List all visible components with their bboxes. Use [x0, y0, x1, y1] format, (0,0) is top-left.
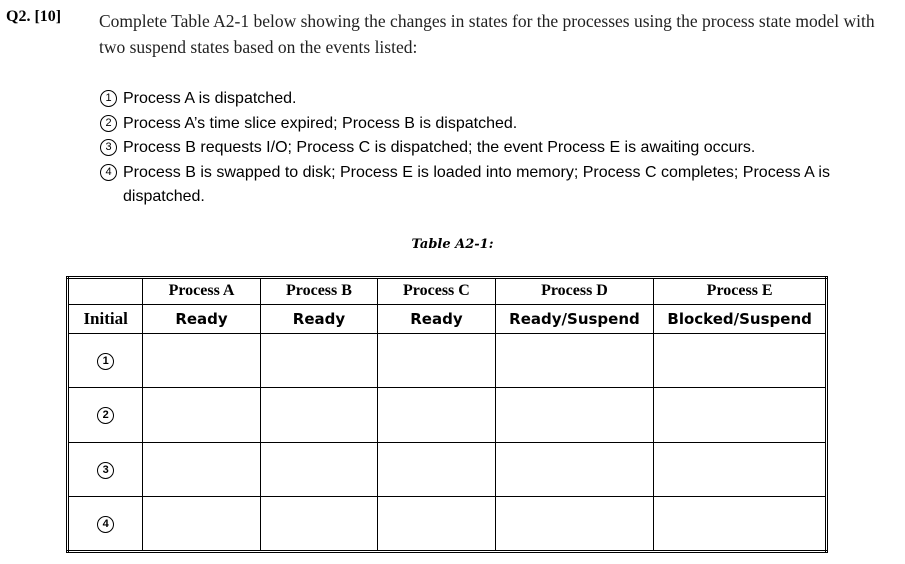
answer-cell[interactable]: [260, 334, 377, 388]
answer-cell[interactable]: [378, 496, 495, 551]
row-label-initial: Initial: [68, 304, 143, 334]
event-number-badge: 4: [100, 164, 117, 181]
step-label-cell: [68, 442, 143, 496]
header-cell-process-a: Process A: [143, 278, 260, 305]
initial-state-process-c: Ready: [378, 304, 495, 334]
event-number-badge: 3: [100, 139, 117, 156]
answer-cell[interactable]: [495, 442, 654, 496]
event-text: Process B requests I/O; Process C is dispatched; the event Process E is awaiting occurs.: [123, 139, 756, 157]
header-cell-process-b: Process B: [260, 278, 377, 305]
header-cell-process-c: Process C: [378, 278, 495, 305]
answer-cell[interactable]: [143, 388, 260, 442]
answer-cell[interactable]: [495, 334, 654, 388]
answer-cell[interactable]: [654, 334, 827, 388]
step-label-cell: [68, 388, 143, 442]
table-row-step: [68, 442, 827, 496]
step-number-badge: 2: [97, 407, 114, 424]
event-item: [100, 87, 895, 112]
answer-cell[interactable]: [495, 388, 654, 442]
header-cell-process-d: Process D: [495, 278, 654, 305]
step-number-badge: 1: [97, 353, 114, 370]
step-number-badge: 3: [97, 462, 114, 479]
answer-cell[interactable]: [378, 442, 495, 496]
event-list: [100, 87, 895, 210]
table-row-step: [68, 388, 827, 442]
event-number-badge: 2: [100, 115, 117, 132]
answer-cell[interactable]: [378, 388, 495, 442]
answer-cell[interactable]: [260, 496, 377, 551]
answer-cell[interactable]: [654, 442, 827, 496]
answer-cell[interactable]: [495, 496, 654, 551]
table-header-row: [68, 278, 827, 305]
header-cell-empty: [68, 278, 143, 305]
event-item: [100, 161, 895, 210]
answer-cell[interactable]: [260, 442, 377, 496]
initial-state-process-e: Blocked/Suspend: [654, 304, 827, 334]
step-label-cell: [68, 496, 143, 551]
initial-state-process-d: Ready/Suspend: [495, 304, 654, 334]
event-text: Process B is swapped to disk; Process E is loaded into memory; Process C completes; Process A is dispatched.: [123, 163, 830, 206]
table-row-step: [68, 334, 827, 388]
table-row-initial: [68, 304, 827, 334]
table-caption: Table A2-1:: [411, 237, 494, 252]
event-item: [100, 136, 895, 161]
answer-cell[interactable]: [654, 496, 827, 551]
event-text: Process A is dispatched.: [123, 90, 297, 107]
answer-cell[interactable]: [143, 442, 260, 496]
answer-cell[interactable]: [260, 388, 377, 442]
question-number: Q2. [10]: [6, 8, 62, 25]
initial-state-process-b: Ready: [260, 304, 377, 334]
question-text: Complete Table A2-1 below showing the changes in states for the processes using the process state model with two suspend states based on the events listed:: [99, 11, 875, 57]
answer-cell[interactable]: [143, 496, 260, 551]
step-label-cell: [68, 334, 143, 388]
answer-cell[interactable]: [143, 334, 260, 388]
process-state-table: [66, 276, 828, 553]
answer-cell[interactable]: [378, 334, 495, 388]
answer-cell[interactable]: [654, 388, 827, 442]
table-row-step: [68, 496, 827, 551]
event-number-badge: 1: [100, 90, 117, 107]
event-item: [100, 112, 895, 137]
step-number-badge: 4: [97, 516, 114, 533]
header-cell-process-e: Process E: [654, 278, 827, 305]
initial-state-process-a: Ready: [143, 304, 260, 334]
event-text: Process A’s time slice expired; Process B is dispatched.: [123, 114, 518, 132]
